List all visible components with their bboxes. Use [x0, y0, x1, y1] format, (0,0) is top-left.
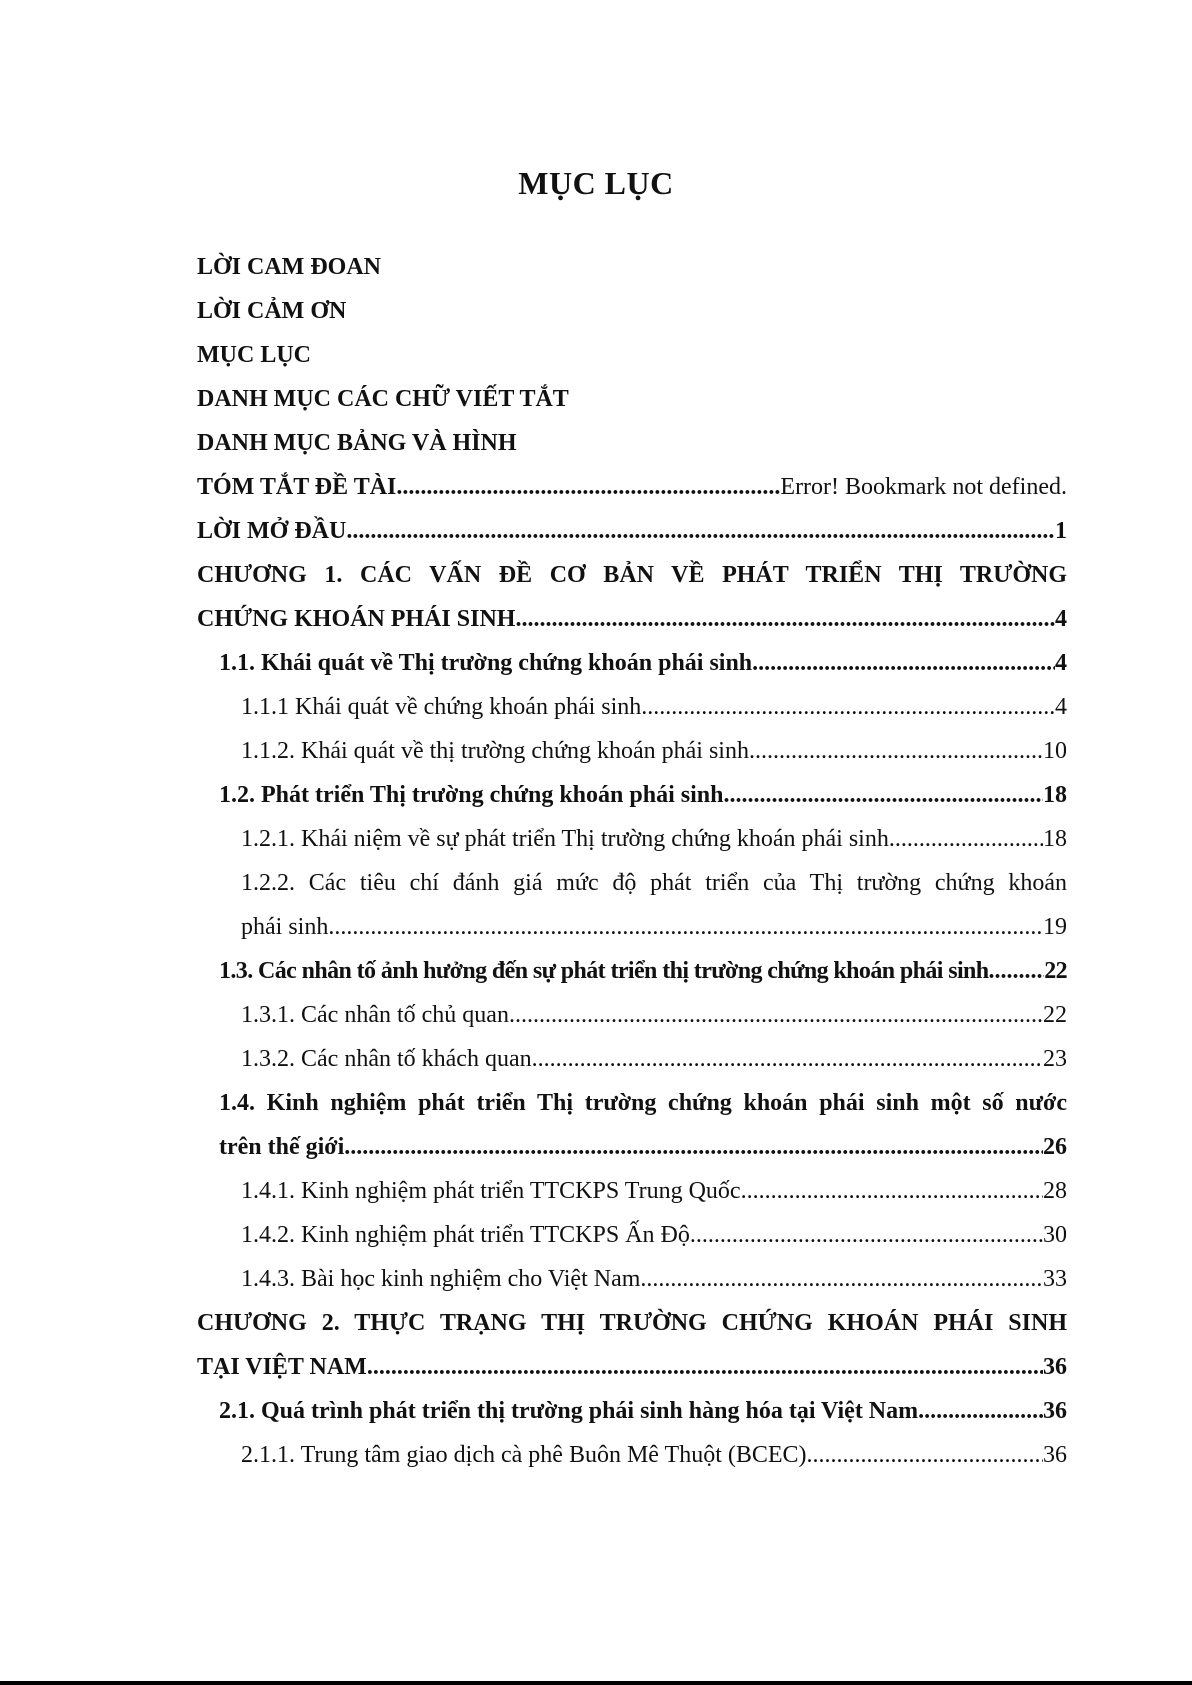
toc-entry-text: 1.3. Các nhân tố ảnh hưởng đến sự phát triển thị trường chứng khoán phái sinh [219, 958, 989, 984]
toc-page-number: Error! Bookmark not defined. [780, 474, 1067, 500]
toc-leader [807, 1442, 1043, 1469]
toc-entry-text: 1.2.2. Các tiêu chí đánh giá mức độ phát triển của Thị trường chứng khoán [241, 870, 1067, 896]
toc-entry-text: 1.1.1 Khái quát về chứng khoán phái sinh [241, 694, 642, 720]
toc-entry [241, 826, 1067, 870]
toc-entry [197, 562, 1067, 606]
toc-entry [241, 1178, 1067, 1222]
toc-entry-text: 1.1. Khái quát về Thị trường chứng khoán phái sinh [219, 650, 753, 676]
toc-leader [328, 914, 1043, 941]
toc-leader [640, 1266, 1043, 1293]
toc-entry [241, 1002, 1067, 1046]
toc-leader [918, 1398, 1043, 1425]
toc-entry-text: CHỨNG KHOÁN PHÁI SINH [197, 606, 516, 632]
toc-entry [197, 254, 1067, 298]
toc-entry [241, 1442, 1067, 1486]
toc-leader [532, 1046, 1043, 1073]
toc-entry [241, 1266, 1067, 1310]
toc-leader [509, 1002, 1043, 1029]
toc-entry [241, 914, 1067, 958]
toc-page-number: 26 [1043, 1134, 1067, 1160]
toc-entry [197, 474, 1067, 518]
toc-entry [219, 1090, 1067, 1134]
toc-entry [241, 1222, 1067, 1266]
toc-page-number: 28 [1043, 1178, 1067, 1204]
toc-page-number: 30 [1043, 1222, 1067, 1248]
toc-entry [219, 650, 1067, 694]
toc-page-number: 36 [1043, 1442, 1067, 1468]
toc-leader [690, 1222, 1043, 1249]
toc-entry-text: 2.1. Quá trình phát triển thị trường phái sinh hàng hóa tại Việt Nam [219, 1398, 919, 1424]
toc-entry [219, 782, 1067, 826]
toc-entry-text: DANH MỤC CÁC CHỮ VIẾT TẮT [197, 386, 569, 412]
toc-leader [515, 606, 1055, 633]
toc-page-number: 36 [1043, 1354, 1067, 1380]
toc-entry [197, 298, 1067, 342]
page-title: MỤC LỤC [518, 165, 674, 201]
toc-page-number: 22 [1044, 958, 1067, 984]
toc-entry-text: 2.1.1. Trung tâm giao dịch cà phê Buôn Mê Thuột (BCEC) [241, 1442, 807, 1468]
toc-page-number: 4 [1055, 606, 1067, 632]
toc-page-number: 18 [1043, 782, 1067, 808]
toc-page-number: 22 [1043, 1002, 1067, 1028]
toc-entry-text: 1.2. Phát triển Thị trường chứng khoán phái sinh [219, 782, 724, 808]
toc-page-number: 4 [1055, 694, 1067, 720]
toc-entry-text: CHƯƠNG 1. CÁC VẤN ĐỀ CƠ BẢN VỀ PHÁT TRIỂN THỊ TRƯỜNG [197, 562, 1067, 588]
toc-leader [367, 1354, 1043, 1381]
toc-entry-text: trên thế giới [219, 1134, 345, 1160]
toc-entry [197, 1354, 1067, 1398]
toc-leader [749, 738, 1043, 765]
toc-entry [219, 1134, 1067, 1178]
toc-entry [197, 342, 1067, 386]
toc-entry-text: TẠI VIỆT NAM [197, 1354, 367, 1380]
toc-entry-text: 1.4.1. Kinh nghiệm phát triển TTCKPS Trung Quốc [241, 1178, 741, 1204]
toc-entry-text: CHƯƠNG 2. THỰC TRẠNG THỊ TRƯỜNG CHỨNG KHOÁN PHÁI SINH [197, 1310, 1067, 1336]
toc-entry-text: MỤC LỤC [197, 342, 311, 368]
toc-leader [346, 518, 1055, 545]
toc-leader [344, 1134, 1043, 1161]
toc-entry [241, 738, 1067, 782]
toc-entry [197, 386, 1067, 430]
toc-page-number: 19 [1043, 914, 1067, 940]
toc-page-number: 18 [1043, 826, 1067, 852]
toc-leader [752, 650, 1055, 677]
toc-entry-text: 1.1.2. Khái quát về thị trường chứng khoán phái sinh [241, 738, 749, 764]
page-bottom-border [0, 1681, 1192, 1685]
toc-page-number: 23 [1043, 1046, 1067, 1072]
toc-leader [741, 1178, 1043, 1205]
toc-entry-text: 1.3.1. Các nhân tố chủ quan [241, 1002, 509, 1028]
toc-entry [219, 958, 1067, 1002]
toc-entry-text: 1.2.1. Khái niệm về sự phát triển Thị trường chứng khoán phái sinh [241, 826, 889, 852]
toc-entry-text: DANH MỤC BẢNG VÀ HÌNH [197, 430, 517, 456]
toc-entry-text: 1.4.3. Bài học kinh nghiệm cho Việt Nam [241, 1266, 641, 1292]
toc-entry-text: 1.4. Kinh nghiệm phát triển Thị trường chứng khoán phái sinh một số nước [219, 1090, 1067, 1116]
toc-entry-text: 1.3.2. Các nhân tố khách quan [241, 1046, 532, 1072]
toc-page-number: 4 [1055, 650, 1067, 676]
toc-entry [219, 1398, 1067, 1442]
toc-page-number: 10 [1043, 738, 1067, 764]
toc-entry-text: LỜI CẢM ƠN [197, 298, 347, 324]
toc-page-number: 36 [1043, 1398, 1067, 1424]
toc-page-number: 33 [1043, 1266, 1067, 1292]
toc-entry [241, 1046, 1067, 1090]
toc-entry-text: TÓM TẮT ĐỀ TÀI [197, 474, 397, 500]
toc-entry [241, 870, 1067, 914]
toc-entry-text: phái sinh [241, 914, 329, 940]
toc-entry [197, 606, 1067, 650]
toc-entry-text: LỜI MỞ ĐẦU [197, 518, 347, 544]
toc-entry-text: 1.4.2. Kinh nghiệm phát triển TTCKPS Ấn Độ [241, 1222, 690, 1248]
toc-entry-text: LỜI CAM ĐOAN [197, 254, 381, 280]
toc-entry [197, 1310, 1067, 1354]
toc-entry [197, 518, 1067, 562]
toc-leader [723, 782, 1043, 809]
toc-entry [241, 694, 1067, 738]
toc-entry [197, 430, 1067, 474]
toc-leader [889, 826, 1043, 853]
toc-leader [641, 694, 1055, 721]
toc-page-number: 1 [1055, 518, 1067, 544]
toc-leader [989, 958, 1045, 985]
toc-leader [396, 474, 780, 501]
